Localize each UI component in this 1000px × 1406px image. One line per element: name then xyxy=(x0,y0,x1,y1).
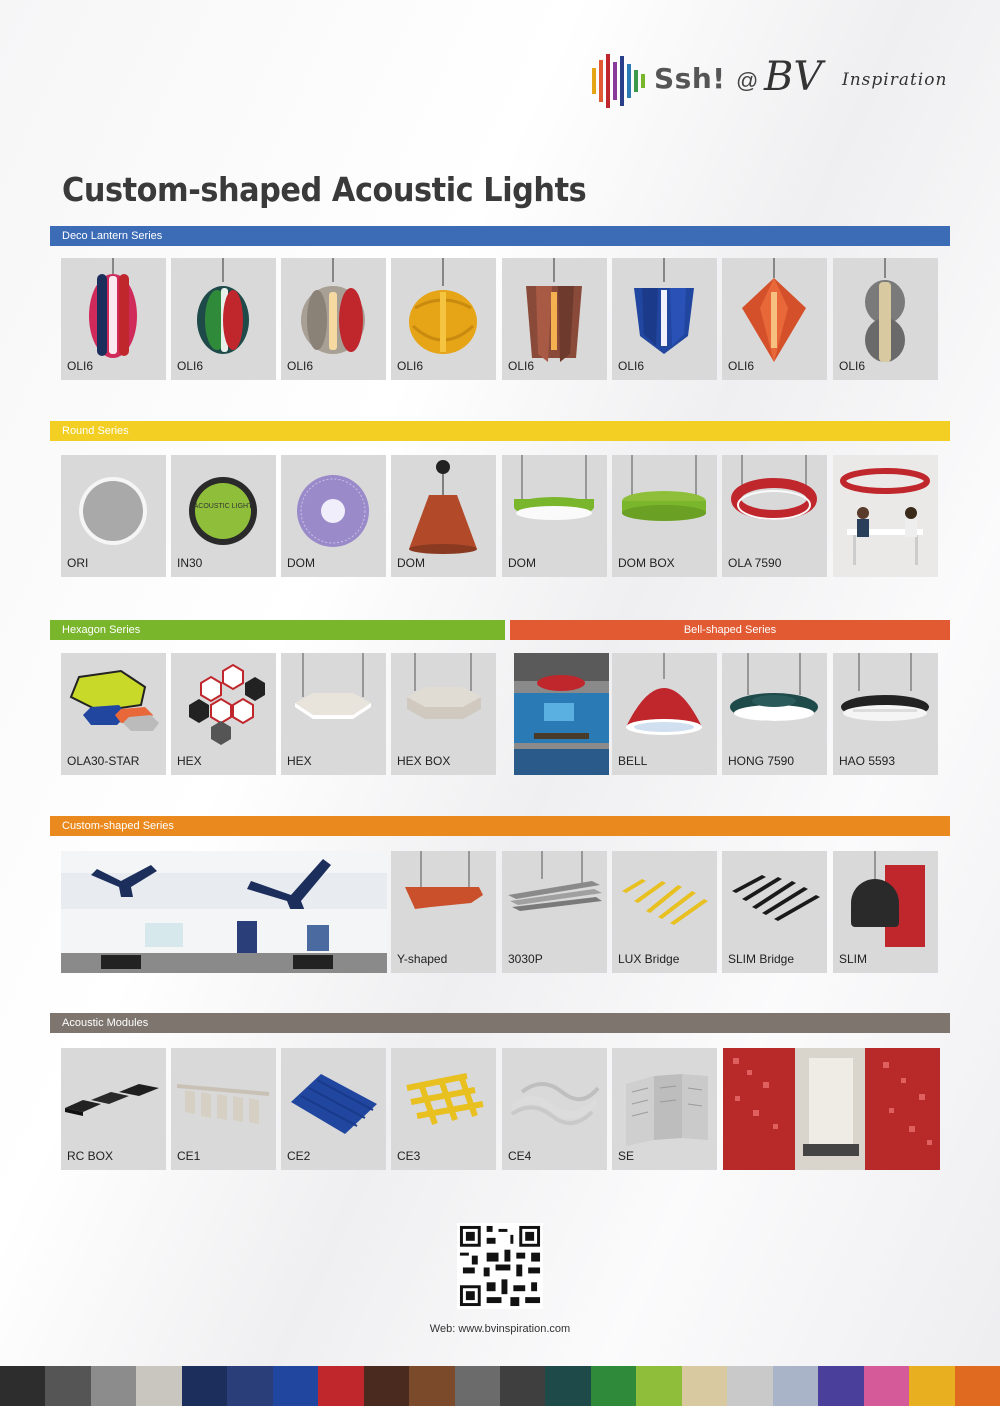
qr-code-icon xyxy=(457,1223,543,1309)
product-card[interactable] xyxy=(281,258,386,380)
product-card[interactable] xyxy=(171,258,276,380)
product-card[interactable] xyxy=(281,653,386,775)
office-photo xyxy=(514,653,609,775)
office-photo xyxy=(833,455,938,577)
color-swatch xyxy=(545,1366,590,1406)
product-label: IN30 xyxy=(177,556,203,570)
office-interior-image xyxy=(514,653,609,775)
sound-wave-icon xyxy=(590,54,650,108)
product-card[interactable] xyxy=(833,653,938,775)
color-swatch xyxy=(818,1366,863,1406)
product-label: SE xyxy=(618,1149,635,1163)
product-label: HEX BOX xyxy=(397,754,451,768)
sign-text: ACOUSTIC LIGHT xyxy=(193,503,253,510)
logo-at: @ xyxy=(736,68,759,93)
section-header-modules: Acoustic Modules xyxy=(50,1013,950,1033)
product-label: DOM BOX xyxy=(618,556,675,570)
product-card[interactable] xyxy=(171,1048,276,1170)
logo-inspiration: Inspiration xyxy=(842,70,948,90)
product-label: BELL xyxy=(618,754,648,768)
brand-logo xyxy=(590,54,960,110)
product-card[interactable] xyxy=(612,851,717,973)
product-label: DOM xyxy=(287,556,315,570)
red-partition-office-image xyxy=(723,1048,940,1170)
color-swatch xyxy=(45,1366,90,1406)
product-card[interactable] xyxy=(612,455,717,577)
row-custom xyxy=(0,851,1000,973)
website-text: Web: www.bvinspiration.com xyxy=(429,1323,571,1335)
color-swatch xyxy=(682,1366,727,1406)
color-swatch xyxy=(182,1366,227,1406)
product-label: SLIM xyxy=(839,952,868,966)
product-label: OLI6 xyxy=(618,359,645,373)
product-card[interactable] xyxy=(391,455,496,577)
logo-bv: BV xyxy=(764,54,823,100)
product-label: 3030P xyxy=(508,952,543,966)
row-round xyxy=(0,455,1000,577)
product-label: HEX xyxy=(287,754,312,768)
qr-code xyxy=(457,1223,543,1309)
product-card[interactable] xyxy=(722,258,827,380)
color-swatch xyxy=(455,1366,500,1406)
logo-ssh: Ssh! xyxy=(654,62,726,95)
section-header-hexagon: Hexagon Series xyxy=(50,620,505,640)
color-swatch xyxy=(864,1366,909,1406)
office-photo xyxy=(61,851,387,973)
row-hex-bell xyxy=(0,653,1000,775)
color-swatch xyxy=(273,1366,318,1406)
color-swatch xyxy=(909,1366,954,1406)
product-label: CE3 xyxy=(397,1149,421,1163)
product-card[interactable] xyxy=(502,455,607,577)
product-label: DOM xyxy=(508,556,536,570)
product-label: OLI6 xyxy=(839,359,866,373)
color-swatch xyxy=(364,1366,409,1406)
product-card[interactable] xyxy=(612,258,717,380)
office-y-lights-image xyxy=(61,851,387,973)
product-card[interactable] xyxy=(612,1048,717,1170)
product-card[interactable] xyxy=(722,455,827,577)
color-swatch xyxy=(136,1366,181,1406)
product-card[interactable] xyxy=(391,1048,496,1170)
product-label: OLI6 xyxy=(177,359,204,373)
color-swatch xyxy=(500,1366,545,1406)
product-card[interactable] xyxy=(61,1048,166,1170)
felt-color-swatches xyxy=(0,1366,1000,1406)
product-card[interactable] xyxy=(391,258,496,380)
product-label: SLIM Bridge xyxy=(728,952,795,966)
product-card[interactable] xyxy=(502,1048,607,1170)
product-card[interactable] xyxy=(502,258,607,380)
product-label: OLA 7590 xyxy=(728,556,782,570)
color-swatch xyxy=(727,1366,772,1406)
product-label: Y-shaped xyxy=(397,952,448,966)
product-card[interactable] xyxy=(722,653,827,775)
section-header-bell: Bell-shaped Series xyxy=(510,620,950,640)
product-card[interactable] xyxy=(171,455,276,577)
product-card[interactable] xyxy=(391,653,496,775)
product-label: OLI6 xyxy=(508,359,535,373)
product-card[interactable] xyxy=(612,653,717,775)
product-label: OLA30-STAR xyxy=(67,754,140,768)
color-swatch xyxy=(91,1366,136,1406)
product-label: OLI6 xyxy=(287,359,314,373)
section-header-custom: Custom-shaped Series xyxy=(50,816,950,836)
section-header-round: Round Series xyxy=(50,421,950,441)
product-label: OLI6 xyxy=(67,359,94,373)
product-card[interactable] xyxy=(61,258,166,380)
product-card[interactable] xyxy=(833,851,938,973)
product-card[interactable] xyxy=(61,455,166,577)
row-deco xyxy=(0,258,1000,380)
color-swatch xyxy=(318,1366,363,1406)
product-label: HONG 7590 xyxy=(728,754,795,768)
product-label: CE2 xyxy=(287,1149,311,1163)
product-label: OLI6 xyxy=(728,359,755,373)
color-swatch xyxy=(227,1366,272,1406)
product-label: HAO 5593 xyxy=(839,754,896,768)
product-label: DOM xyxy=(397,556,425,570)
product-card[interactable] xyxy=(391,851,496,973)
office-photo xyxy=(723,1048,940,1170)
product-label: CE4 xyxy=(508,1149,532,1163)
product-card[interactable] xyxy=(833,258,938,380)
color-swatch xyxy=(773,1366,818,1406)
product-card[interactable] xyxy=(502,851,607,973)
product-card[interactable] xyxy=(61,653,166,775)
color-swatch xyxy=(409,1366,454,1406)
product-label: LUX Bridge xyxy=(618,952,680,966)
page-title: Custom-shaped Acoustic Lights xyxy=(62,170,587,209)
product-card[interactable] xyxy=(281,455,386,577)
row-modules xyxy=(0,1048,1000,1170)
product-label: HEX xyxy=(177,754,202,768)
product-label: OLI6 xyxy=(397,359,424,373)
color-swatch xyxy=(636,1366,681,1406)
product-label: CE1 xyxy=(177,1149,201,1163)
color-swatch xyxy=(0,1366,45,1406)
product-label: RC BOX xyxy=(67,1149,114,1163)
office-meeting-image xyxy=(833,455,938,577)
section-header-deco: Deco Lantern Series xyxy=(50,226,950,246)
color-swatch xyxy=(591,1366,636,1406)
product-card[interactable] xyxy=(722,851,827,973)
product-card[interactable] xyxy=(171,653,276,775)
color-swatch xyxy=(955,1366,1000,1406)
product-label: ORI xyxy=(67,556,89,570)
product-card[interactable] xyxy=(281,1048,386,1170)
